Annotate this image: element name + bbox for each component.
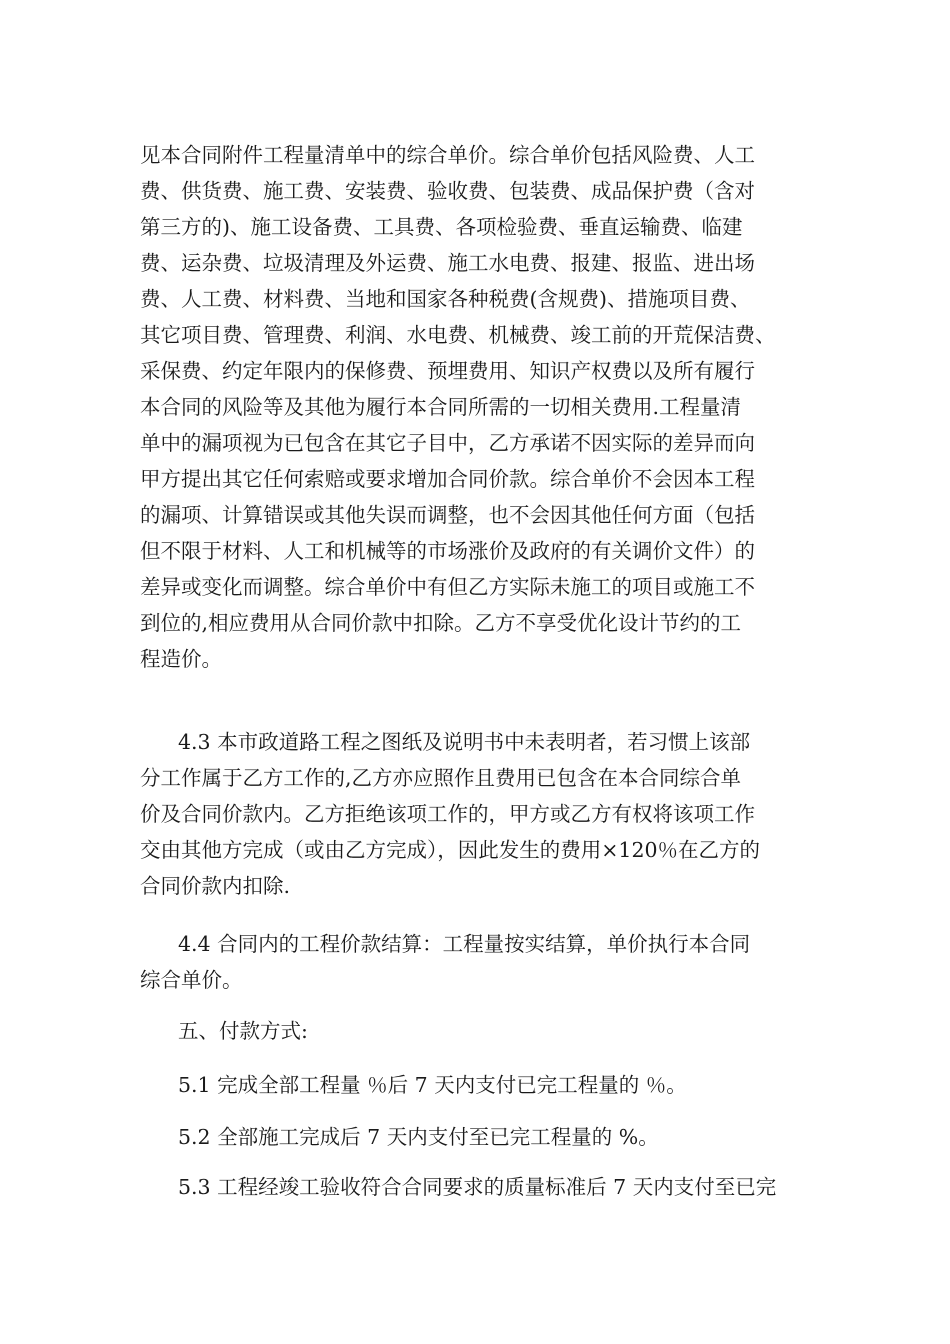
text-line: 甲方提出其它任何索赔或要求增加合同价款。综合单价不会因本工程 [140,467,755,491]
text-line: 5.3 工程经竣工验收符合合同要求的质量标准后 7 天内支付至已完 [178,1175,777,1199]
text-line: 第三方的)、施工设备费、工具费、各项检验费、垂直运输费、临建 [140,215,743,239]
text-line: 5.2 全部施工完成后 7 天内支付至已完工程量的 %。 [178,1125,659,1149]
text-line: 采保费、约定年限内的保修费、预埋费用、知识产权费以及所有履行 [140,359,755,383]
text-line: 单中的漏项视为已包含在其它子目中，乙方承诺不因实际的差异而向 [140,431,755,455]
text-line: 到位的,相应费用从合同价款中扣除。乙方不享受优化设计节约的工 [140,611,742,635]
text-line: 费、人工费、材料费、当地和国家各种税费(含规费)、措施项目费、 [140,287,751,311]
text-line: 的漏项、计算错误或其他失误而调整，也不会因其他任何方面（包括 [140,503,755,527]
text-line: 其它项目费、管理费、利润、水电费、机械费、竣工前的开荒保洁费、 [140,323,776,347]
text-line: 见本合同附件工程量清单中的综合单价。综合单价包括风险费、人工 [140,143,755,167]
text-line: 程造价。 [140,647,222,671]
text-line: 本合同的风险等及其他为履行本合同所需的一切相关费用.工程量清 [140,395,742,419]
text-line: 费、供货费、施工费、安装费、验收费、包装费、成品保护费（含对 [140,179,755,203]
paragraph-unit-price [140,137,830,677]
text-line: 合同价款内扣除. [140,874,291,898]
text-line: 综合单价。 [140,968,243,992]
text-line: 分工作属于乙方工作的,乙方亦应照作且费用已包含在本合同综合单 [140,766,742,790]
text-line: 交由其他方完成（或由乙方完成），因此发生的费用×120％在乙方的 [140,838,761,862]
paragraph-clause-4-3 [140,724,830,904]
text-line: 费、运杂费、垃圾清理及外运费、施工水电费、报建、报监、进出场 [140,251,755,275]
paragraph-clause-4-4 [140,926,830,998]
text-line: 但不限于材料、人工和机械等的市场涨价及政府的有关调价文件）的 [140,539,755,563]
text-line: 4.4 合同内的工程价款结算：工程量按实结算，单价执行本合同 [178,932,751,956]
text-line: 4.3 本市政道路工程之图纸及说明书中未表明者，若习惯上该部 [178,730,751,754]
text-line: 差异或变化而调整。综合单价中有但乙方实际未施工的项目或施工不 [140,575,755,599]
section-heading: 五、付款方式: [178,1019,308,1043]
paragraph-clause-5-2 [140,1119,830,1155]
section-heading-payment [140,1013,830,1049]
text-line: 5.1 完成全部工程量 ％后 7 天内支付已完工程量的 ％。 [178,1073,687,1097]
paragraph-clause-5-1 [140,1067,830,1103]
text-line: 价及合同价款内。乙方拒绝该项工作的，甲方或乙方有权将该项工作 [140,802,755,826]
paragraph-clause-5-3 [140,1169,830,1205]
